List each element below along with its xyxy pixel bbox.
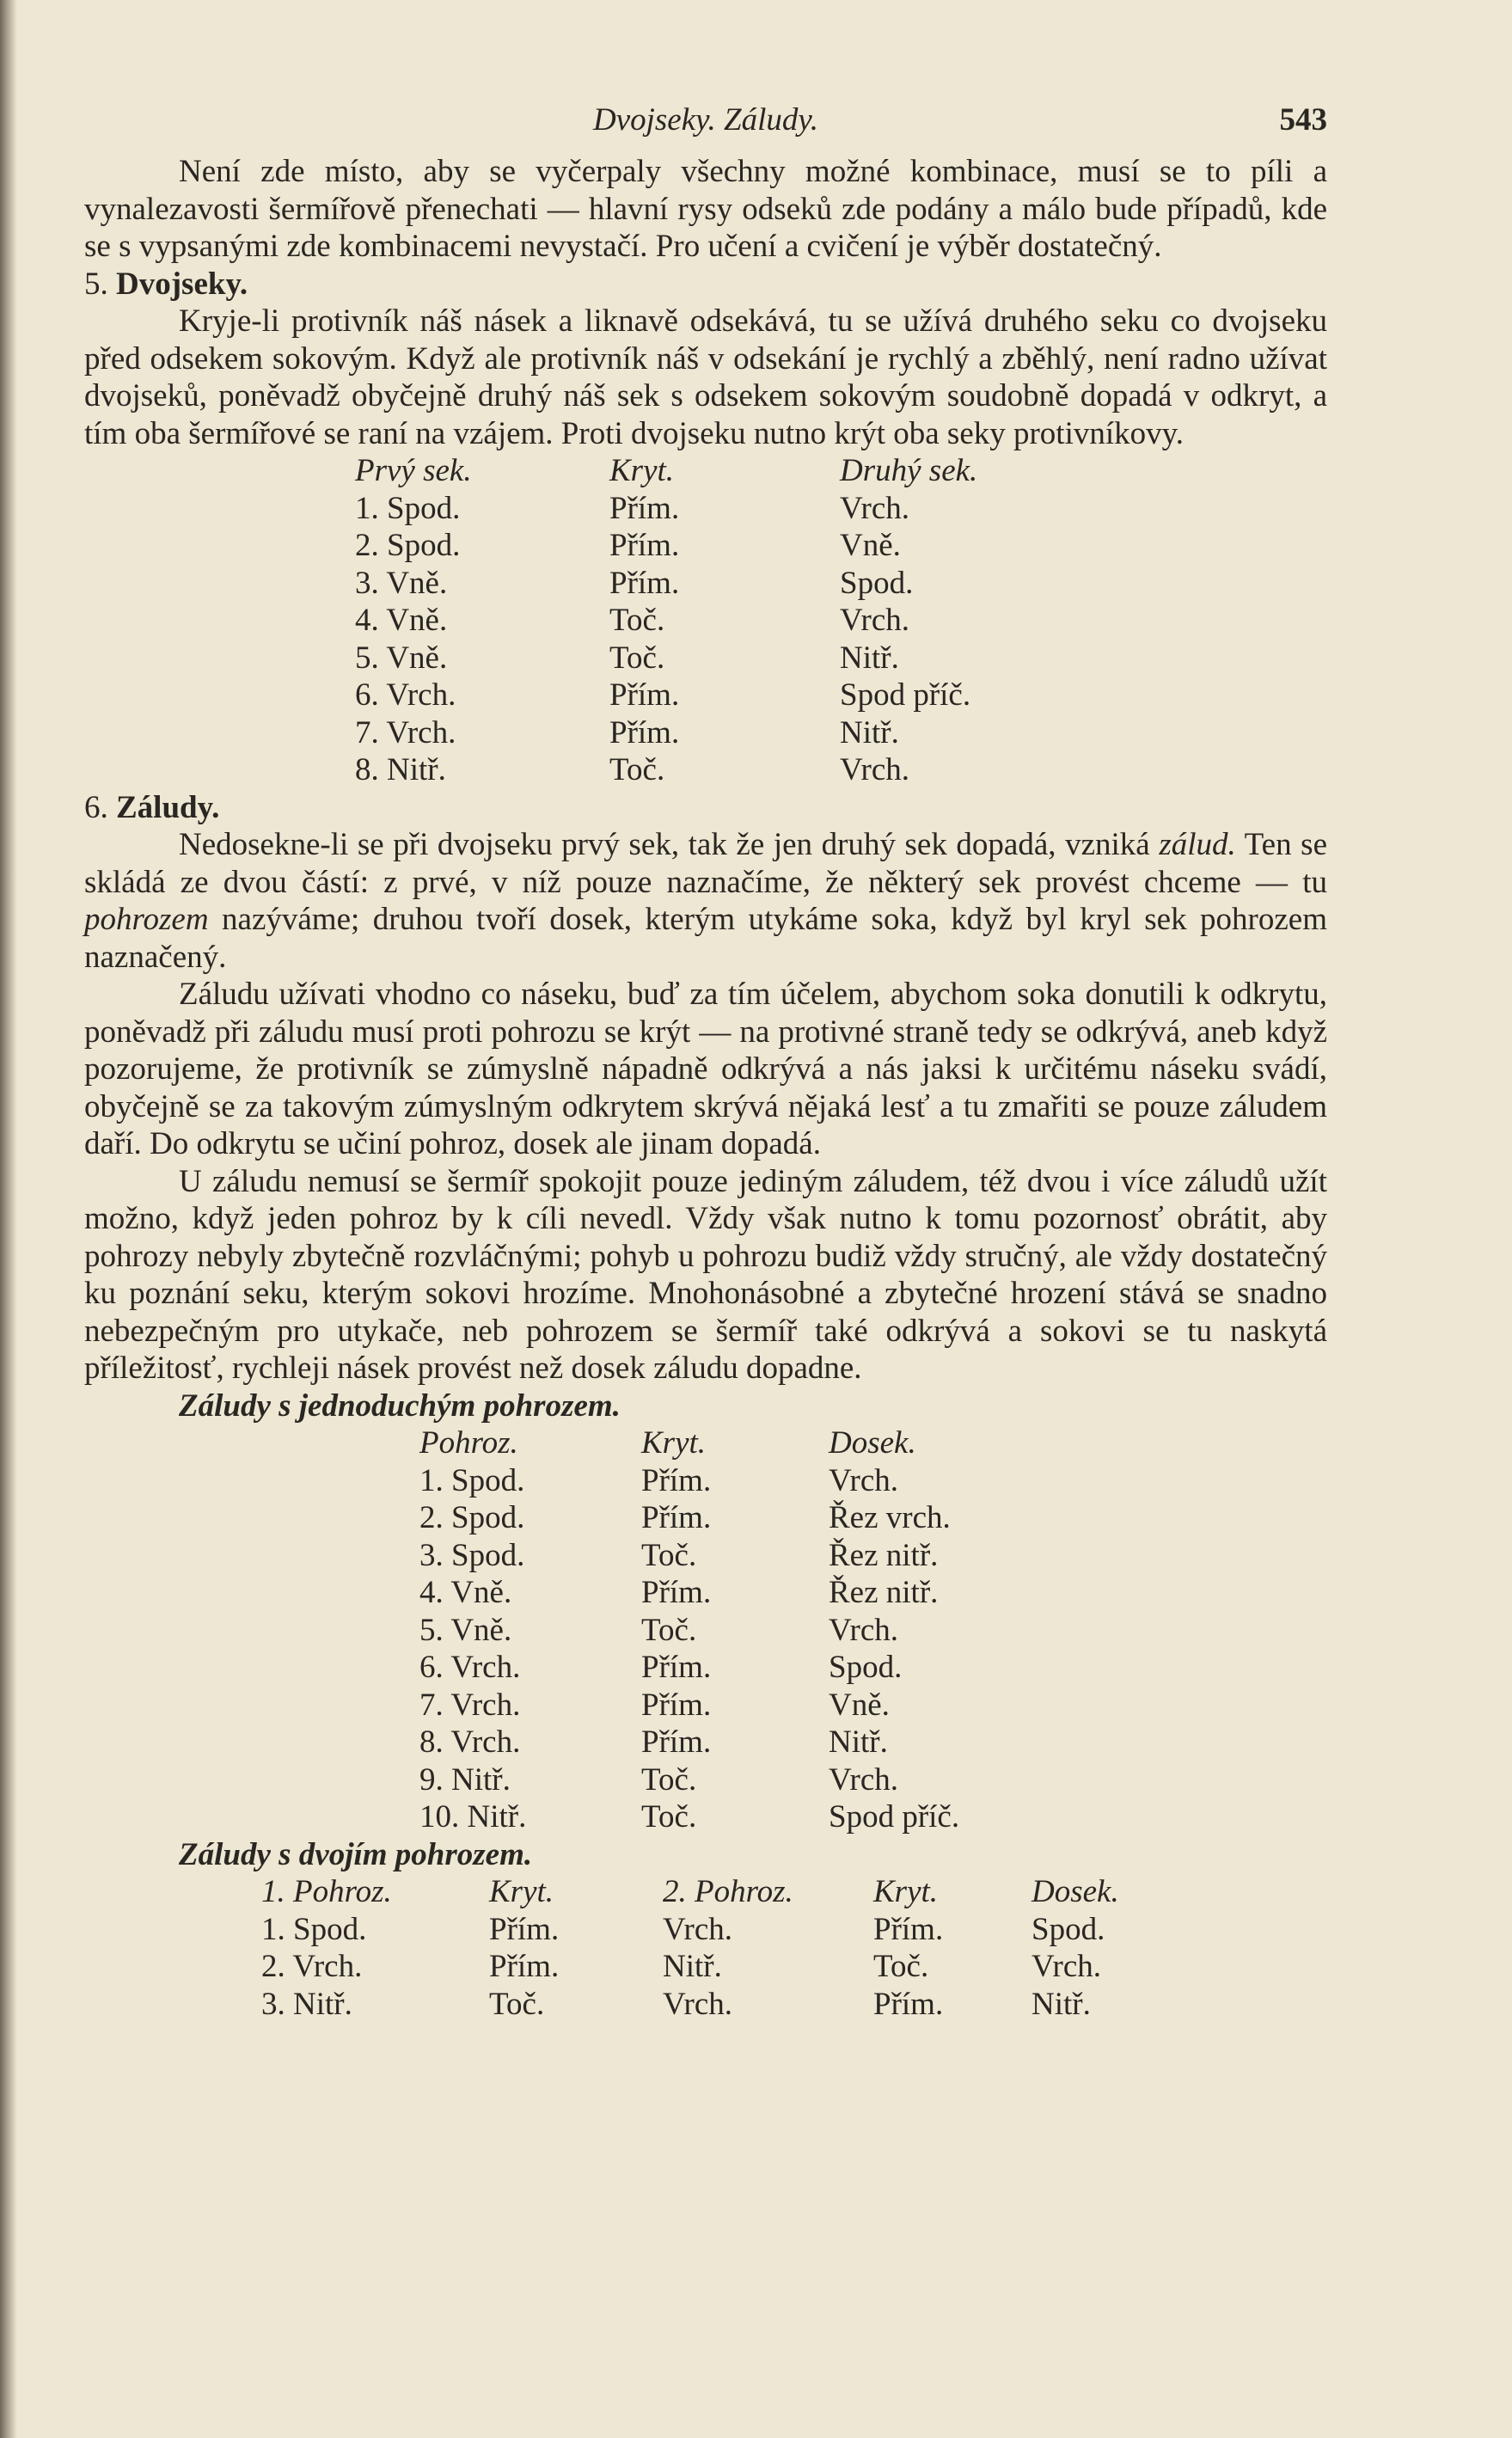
column-header: Kryt. <box>609 453 675 488</box>
column-header: 1. Pohroz. <box>261 1874 392 1909</box>
table-cell: 6. Vrch. <box>355 677 456 713</box>
table-cell: Přím. <box>641 1650 712 1685</box>
column-header: Kryt. <box>873 1874 939 1909</box>
table-header-row <box>261 1873 1119 1911</box>
emphasis-term: zálud. <box>1159 827 1236 862</box>
section-5-number: 5. <box>84 266 108 302</box>
column-header: Pohroz. <box>419 1425 518 1461</box>
paragraph-text: Do odkrytu se učiní pohroz, dosek ale jinam dopadá. <box>150 1126 821 1161</box>
column-header: Dosek. <box>1031 1874 1119 1909</box>
table-cell: Spod. <box>1031 1911 1105 1947</box>
table-cell: Toč. <box>609 752 665 787</box>
section-5-heading <box>84 266 1327 303</box>
paragraph-text: nazýváme; druhou tvoří dosek, kterým utykáme soka, když byl kryl sek pohrozem naznačený. <box>84 902 1327 975</box>
column-header: 2. Pohroz. <box>663 1874 793 1909</box>
table-row <box>355 640 977 677</box>
table-cell: Řez nitř. <box>829 1537 939 1573</box>
table-cell: Vrch. <box>829 1462 898 1498</box>
table-cell: 4. Vně. <box>355 603 448 638</box>
table-cell: 6. Vrch. <box>419 1650 521 1685</box>
section-6-title: Záludy. <box>116 789 220 825</box>
table-cell: Toč. <box>489 1986 545 2022</box>
table-cell: Nitř. <box>840 640 899 676</box>
section-6-heading <box>84 789 1327 827</box>
paragraph-text: Ten se skládá ze dvou částí: z prvé, v níž pouze naznačíme, že některý sek provést chceme — tu <box>84 827 1327 900</box>
table-row <box>261 1986 1119 2024</box>
table-cell: Toč. <box>609 640 665 676</box>
table-cell: Nitř. <box>1031 1986 1091 2022</box>
table-row <box>419 1649 959 1687</box>
table-cell: 9. Nitř. <box>419 1761 511 1798</box>
table-cell: Přím. <box>641 1724 712 1760</box>
table-row <box>419 1462 959 1500</box>
table-row <box>419 1687 959 1724</box>
table-cell: Přím. <box>489 1949 560 1984</box>
table-cell: 2. Spod. <box>419 1500 525 1535</box>
table-row <box>355 527 977 565</box>
table-cell: Přím. <box>873 1911 944 1947</box>
table-cell: Vrch. <box>840 752 909 787</box>
table-cell: Toč. <box>873 1949 929 1984</box>
table-cell: Toč. <box>641 1537 697 1573</box>
page-number: 543 <box>1279 102 1327 138</box>
table-row <box>419 1761 959 1799</box>
table-cell: Přím. <box>609 714 680 750</box>
running-title: Dvojseky. Záludy. <box>592 102 819 138</box>
column-header: Dosek. <box>829 1425 916 1461</box>
table-cell: Vně. <box>840 528 901 563</box>
table-cell: Přím. <box>641 1575 712 1610</box>
table-cell: Přím. <box>489 1911 560 1947</box>
table-cell: 10. Nitř. <box>419 1799 527 1835</box>
table-header-row <box>355 452 977 490</box>
table-cell: Toč. <box>609 603 665 638</box>
table-cell: Vrch. <box>663 1911 732 1947</box>
table-cell: 2. Spod. <box>355 528 461 563</box>
table-cell: 8. Vrch. <box>419 1724 521 1760</box>
table-cell: Řez vrch. <box>829 1500 951 1535</box>
table-cell: Přím. <box>641 1462 712 1498</box>
table-cell: Toč. <box>641 1799 697 1835</box>
paragraph-text: Nedosekne-li se při dvojseku prvý sek, tak že jen druhý sek dopadá, vzniká <box>179 827 1160 862</box>
table-cell: 3. Vně. <box>355 565 448 601</box>
column-header: Kryt. <box>489 1874 554 1909</box>
table-row <box>419 1574 959 1612</box>
table-cell: Nitř. <box>829 1724 888 1760</box>
intro-paragraph: Není zde místo, aby se vyčerpaly všechny možné kombinace, musí se to píli a vynalezavosti šermířově přenechati — hlavní rysy odseků zde podány a málo bude případů, kde se s vypsanými zde kombinacemi nevystačí. Pro učení a cvičení je výběr dostatečný. <box>84 154 1327 264</box>
table-row <box>261 1948 1119 1986</box>
table-row <box>355 602 977 640</box>
table-header-row <box>419 1424 959 1462</box>
table-cell: Spod. <box>840 565 914 601</box>
table-cell: 3. Nitř. <box>261 1986 352 2022</box>
book-page <box>84 101 1327 2023</box>
single-feint-table <box>419 1424 959 1836</box>
section-6-paragraph-1 <box>84 826 1327 976</box>
table-cell: 7. Vrch. <box>355 714 456 750</box>
table-cell: Vrch. <box>829 1612 898 1648</box>
table-2-caption: Záludy s jednoduchým pohrozem. <box>179 1387 621 1424</box>
table-row <box>419 1537 959 1575</box>
table-cell: Přím. <box>609 565 680 601</box>
section-5-title: Dvojseky. <box>116 266 248 302</box>
table-cell: 3. Spod. <box>419 1537 525 1573</box>
table-cell: Přím. <box>609 528 680 563</box>
table-row <box>419 1798 959 1836</box>
table-cell: Vně. <box>829 1687 890 1723</box>
section-6-paragraph-2 <box>84 976 1327 1163</box>
table-cell: Vrch. <box>663 1986 732 2022</box>
table-cell: Nitř. <box>663 1949 722 1984</box>
table-cell: Vrch. <box>1031 1949 1101 1984</box>
section-5-paragraph: Kryje-li protivník náš násek a liknavě odsekává, tu se užívá druhého seku co dvojseku před odsekem sokovým. Když ale protivník náš v odsekání je rychlý a zběhlý, není radno užívat dvojseků, poněvadž obyčejně druhý náš sek s odsekem sokovým soudobně dopadá v odkryt, a tím oba šermířové se raní na vzájem. Proti dvojseku nutno krýt oba seky protivníkovy. <box>84 303 1327 451</box>
table-cell: Přím. <box>873 1986 944 2022</box>
table-cell: Spod příč. <box>829 1799 960 1835</box>
table-cell: Nitř. <box>840 714 899 750</box>
section-6-number: 6. <box>84 789 108 825</box>
table-row <box>355 751 977 789</box>
table-row <box>355 565 977 603</box>
table-cell: 1. Spod. <box>419 1462 525 1498</box>
emphasis-term: pohrozem <box>84 902 209 937</box>
table-row <box>419 1499 959 1537</box>
column-header: Prvý sek. <box>355 453 472 488</box>
table-row <box>419 1612 959 1650</box>
table-cell: 7. Vrch. <box>419 1687 521 1723</box>
table-cell: Vrch. <box>840 490 909 526</box>
table-cell: Vrch. <box>829 1761 898 1798</box>
paragraph-text: Záludu užívati vhodno co náseku, buď za tím účelem, abychom soka donutili k odkrytu, poněvadž při záludu musí proti pohrozu se krýt — na protivné straně tedy se odkrývá, aneb když pozorujeme, že protivník se zúmyslně nápadně odkrývá a nás jaksi k určitému náseku svádí, obyčejně se za takovým zúmyslným odkrytem skrývá nějaká lesť a tu zmařiti se pouze záludem daří. <box>84 977 1327 1161</box>
table-cell: Vrch. <box>840 603 909 638</box>
table-cell: Přím. <box>641 1500 712 1535</box>
table-cell: Toč. <box>641 1761 697 1798</box>
table-cell: Přím. <box>641 1687 712 1723</box>
column-header: Kryt. <box>641 1425 707 1461</box>
table-cell: 2. Vrch. <box>261 1949 363 1984</box>
table-3-caption: Záludy s dvojím pohrozem. <box>179 1836 533 1872</box>
table-cell: 1. Spod. <box>261 1911 367 1947</box>
table-row <box>355 677 977 714</box>
table-cell: Toč. <box>641 1612 697 1648</box>
table-cell: Řez nitř. <box>829 1575 939 1610</box>
double-cut-table <box>355 452 977 789</box>
running-header <box>84 101 1327 153</box>
table-row <box>355 714 977 752</box>
table-cell: Spod příč. <box>840 677 971 713</box>
table-cell: 5. Vně. <box>355 640 448 676</box>
table-cell: 5. Vně. <box>419 1612 512 1648</box>
page-gutter-shadow <box>0 0 17 2438</box>
double-feint-table <box>261 1873 1119 2023</box>
table-cell: 8. Nitř. <box>355 752 446 787</box>
table-row <box>261 1911 1119 1949</box>
table-cell: Spod. <box>829 1650 903 1685</box>
table-row <box>355 490 977 528</box>
table-row <box>419 1724 959 1761</box>
table-cell: Přím. <box>609 490 680 526</box>
table-cell: Přím. <box>609 677 680 713</box>
table-cell: 1. Spod. <box>355 490 461 526</box>
column-header: Druhý sek. <box>840 453 978 488</box>
section-6-paragraph-3: U záludu nemusí se šermíř spokojit pouze jediným záludem, též dvou i více záludů užít možno, když jeden pohroz by k cíli nevedl. Vždy však nutno k tomu pozornosť obrátit, aby pohrozy nebyly zbytečně rozvláčnými; pohyb u pohrozu budiž vždy stručný, ale vždy dostatečný ku poznání seku, kterým sokovi hrozíme. Mnohonásobné a zbytečné hrození stává se snadno nebezpečným pro utykače, neb pohrozem se šermíř také odkrývá a sokovi se tu naskytá příležitosť, rychleji násek provést než dosek záludu dopadne. <box>84 1163 1327 1386</box>
table-cell: 4. Vně. <box>419 1575 512 1610</box>
